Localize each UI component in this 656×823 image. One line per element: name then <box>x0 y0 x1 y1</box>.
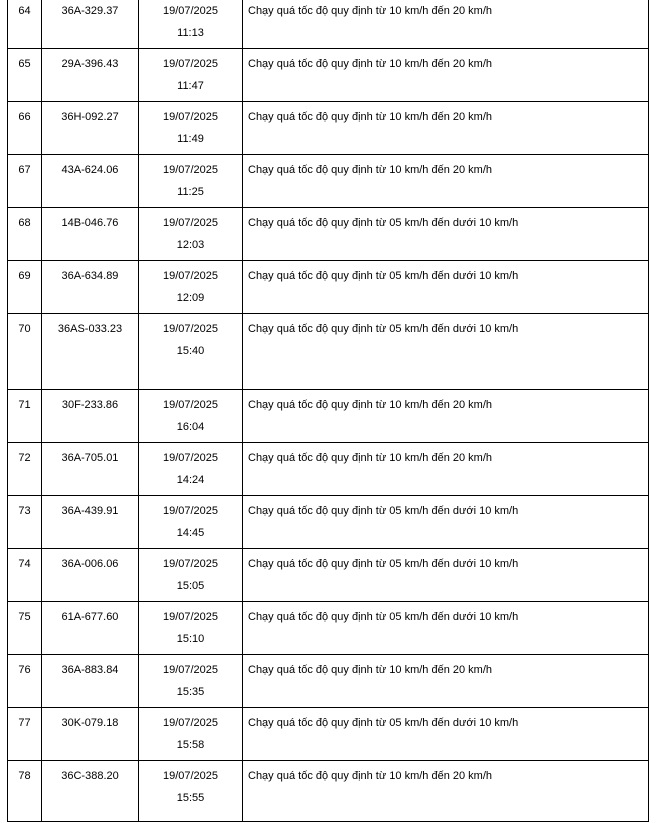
license-plate: 14B-046.76 <box>42 208 139 261</box>
violation-description: Chạy quá tốc độ quy định từ 05 km/h đến dưới 10 km/h <box>243 208 649 261</box>
violation-datetime <box>139 314 243 390</box>
violation-date: 19/07/2025 <box>162 505 219 517</box>
violation-time: 16:04 <box>176 421 205 433</box>
license-plate: 36AS-033.23 <box>42 314 139 390</box>
violation-datetime <box>139 655 243 708</box>
violation-description: Chạy quá tốc độ quy định từ 10 km/h đến 20 km/h <box>243 0 649 49</box>
row-number: 74 <box>8 549 42 602</box>
license-plate: 36H-092.27 <box>42 102 139 155</box>
license-plate: 43A-624.06 <box>42 155 139 208</box>
violation-time: 11:49 <box>177 133 204 145</box>
violation-date: 19/07/2025 <box>162 770 219 782</box>
row-number: 65 <box>8 49 42 102</box>
violation-date: 19/07/2025 <box>162 58 219 70</box>
license-plate: 36A-705.01 <box>42 443 139 496</box>
row-number: 64 <box>8 0 42 49</box>
table-row <box>8 314 649 390</box>
license-plate: 36A-439.91 <box>42 496 139 549</box>
table-row <box>8 102 649 155</box>
violation-datetime <box>139 549 243 602</box>
violation-description: Chạy quá tốc độ quy định từ 10 km/h đến 20 km/h <box>243 390 649 443</box>
row-number: 70 <box>8 314 42 390</box>
table-row <box>8 496 649 549</box>
license-plate: 29A-396.43 <box>42 49 139 102</box>
violation-datetime <box>139 390 243 443</box>
violation-date: 19/07/2025 <box>162 323 219 335</box>
table-row <box>8 761 649 822</box>
violation-description: Chạy quá tốc độ quy định từ 05 km/h đến dưới 10 km/h <box>243 496 649 549</box>
violation-datetime <box>139 443 243 496</box>
table-row <box>8 208 649 261</box>
violation-description: Chạy quá tốc độ quy định từ 10 km/h đến 20 km/h <box>243 655 649 708</box>
violation-date: 19/07/2025 <box>162 664 219 676</box>
violation-datetime <box>139 496 243 549</box>
violation-description: Chạy quá tốc độ quy định từ 10 km/h đến 20 km/h <box>243 102 649 155</box>
table-row <box>8 49 649 102</box>
row-number: 76 <box>8 655 42 708</box>
row-number: 69 <box>8 261 42 314</box>
row-number: 66 <box>8 102 42 155</box>
violation-description: Chạy quá tốc độ quy định từ 10 km/h đến 20 km/h <box>243 155 649 208</box>
violation-date: 19/07/2025 <box>162 111 219 123</box>
violation-datetime <box>139 102 243 155</box>
row-number: 68 <box>8 208 42 261</box>
row-number: 78 <box>8 761 42 822</box>
violation-time: 11:13 <box>177 27 204 39</box>
violation-date: 19/07/2025 <box>162 399 219 411</box>
license-plate: 36A-634.89 <box>42 261 139 314</box>
license-plate: 36C-388.20 <box>42 761 139 822</box>
table-row <box>8 155 649 208</box>
row-number: 72 <box>8 443 42 496</box>
row-number: 73 <box>8 496 42 549</box>
violation-date: 19/07/2025 <box>162 217 219 229</box>
license-plate: 61A-677.60 <box>42 602 139 655</box>
license-plate: 30F-233.86 <box>42 390 139 443</box>
table-row <box>8 549 649 602</box>
violation-datetime <box>139 261 243 314</box>
row-number: 71 <box>8 390 42 443</box>
violation-date: 19/07/2025 <box>162 558 219 570</box>
violation-time: 15:40 <box>176 345 205 357</box>
table-row <box>8 708 649 761</box>
violation-time: 14:45 <box>176 527 205 539</box>
license-plate: 36A-006.06 <box>42 549 139 602</box>
violation-date: 19/07/2025 <box>162 717 219 729</box>
violation-date: 19/07/2025 <box>162 611 219 623</box>
license-plate: 36A-883.84 <box>42 655 139 708</box>
row-number: 75 <box>8 602 42 655</box>
violation-time: 15:58 <box>176 739 205 751</box>
violation-datetime <box>139 602 243 655</box>
violation-datetime <box>139 208 243 261</box>
violations-table <box>7 0 649 822</box>
violation-time: 11:25 <box>177 186 204 198</box>
violation-date: 19/07/2025 <box>162 270 219 282</box>
table-row <box>8 602 649 655</box>
table-row <box>8 390 649 443</box>
violation-date: 19/07/2025 <box>162 5 219 17</box>
violation-description: Chạy quá tốc độ quy định từ 10 km/h đến 20 km/h <box>243 443 649 496</box>
violation-description: Chạy quá tốc độ quy định từ 05 km/h đến dưới 10 km/h <box>243 314 649 390</box>
violation-time: 15:35 <box>176 686 205 698</box>
violation-time: 12:09 <box>176 292 205 304</box>
violation-datetime <box>139 49 243 102</box>
violation-description: Chạy quá tốc độ quy định từ 10 km/h đến 20 km/h <box>243 49 649 102</box>
violation-description: Chạy quá tốc độ quy định từ 05 km/h đến dưới 10 km/h <box>243 549 649 602</box>
violation-description: Chạy quá tốc độ quy định từ 05 km/h đến dưới 10 km/h <box>243 602 649 655</box>
violation-time: 11:47 <box>177 80 204 92</box>
violation-time: 12:03 <box>176 239 205 251</box>
violation-time: 15:55 <box>176 792 205 804</box>
table-row <box>8 261 649 314</box>
table-row <box>8 443 649 496</box>
violation-description: Chạy quá tốc độ quy định từ 05 km/h đến dưới 10 km/h <box>243 261 649 314</box>
violation-date: 19/07/2025 <box>162 164 219 176</box>
violation-time: 15:10 <box>176 633 205 645</box>
license-plate: 30K-079.18 <box>42 708 139 761</box>
violation-datetime <box>139 0 243 49</box>
violation-datetime <box>139 155 243 208</box>
table-row <box>8 0 649 49</box>
violation-time: 15:05 <box>176 580 205 592</box>
violation-time: 14:24 <box>176 474 205 486</box>
violation-description: Chạy quá tốc độ quy định từ 10 km/h đến 20 km/h <box>243 761 649 822</box>
license-plate: 36A-329.37 <box>42 0 139 49</box>
violation-date: 19/07/2025 <box>162 452 219 464</box>
violation-datetime <box>139 761 243 822</box>
violation-description: Chạy quá tốc độ quy định từ 05 km/h đến dưới 10 km/h <box>243 708 649 761</box>
table-row <box>8 655 649 708</box>
row-number: 77 <box>8 708 42 761</box>
row-number: 67 <box>8 155 42 208</box>
violation-datetime <box>139 708 243 761</box>
